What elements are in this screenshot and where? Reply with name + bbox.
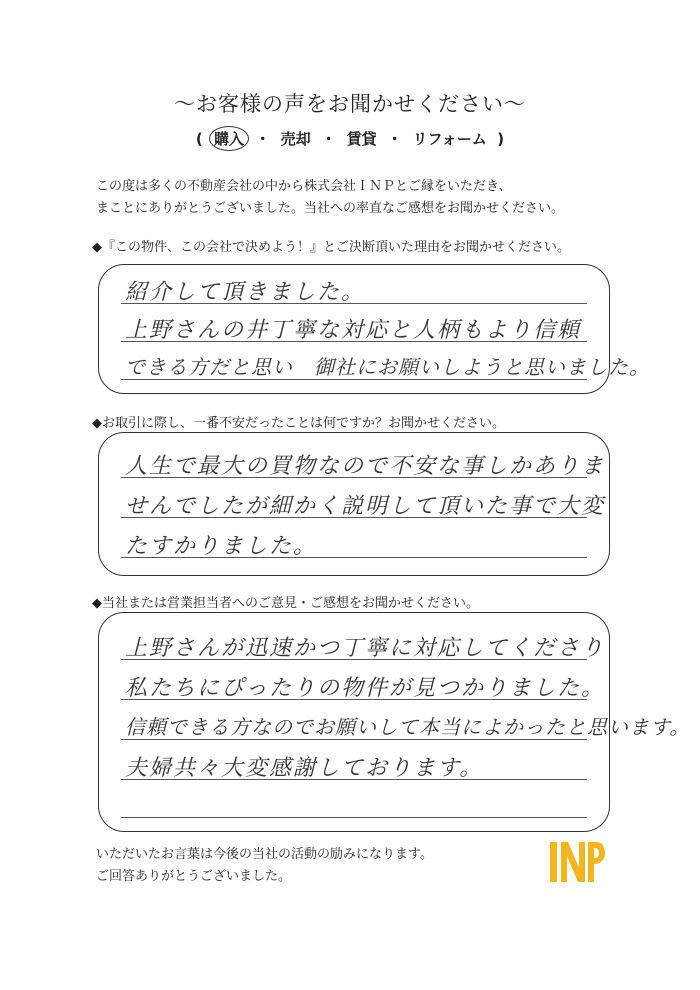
question-2-label: ◆お取引に際し、一番不安だったことは何ですか？お聞かせください。: [92, 416, 505, 431]
question-1-label: ◆『この物件、この会社で決めよう！』とご決断頂いた理由をお聞かせください。: [92, 240, 570, 255]
survey-title: ～お客様の声をお聞かせください～: [174, 92, 526, 116]
inp-logo-mark: [550, 842, 605, 882]
category-open-paren: (: [195, 130, 203, 148]
handwritten-answer-line: 人生で最大の買物なので不安な事しかありま: [125, 454, 606, 479]
closing-line: ご回答ありがとうございました。: [96, 869, 292, 884]
category-separator: ・: [255, 130, 271, 148]
handwritten-answer-line: できる方だと思い 御社にお願いしようと思いました。: [125, 355, 650, 379]
category-sale: 売却: [280, 130, 311, 148]
handwritten-answer-line: せんでしたが細かく説明して頂いた事で大変: [125, 494, 606, 519]
handwritten-answer-line: 信頼できる方なのでお願いして本当によかったと思います。: [125, 715, 691, 739]
ruled-line: [121, 817, 587, 818]
intro-text: [96, 176, 636, 220]
category-purchase-circled: 購入: [209, 126, 249, 151]
question-3-label: ◆当社または営業担当者へのご意見・ご感想をお聞かせください。: [92, 596, 479, 611]
closing-text: [96, 844, 516, 888]
answer-box-3: [98, 612, 691, 832]
category-row: [0, 126, 700, 151]
closing-line: いただいたお言葉は今後の当社の活動の励みになります。: [96, 847, 433, 862]
category-rental: 賃貸: [346, 130, 377, 148]
handwritten-answer-line: 上野さんの井丁寧な対応と人柄もより信頼: [125, 318, 582, 343]
category-reform: リフォーム: [412, 130, 487, 148]
category-close-paren: ): [497, 130, 505, 148]
category-separator: ・: [387, 130, 403, 148]
answer-box-2: [98, 432, 610, 576]
handwritten-answer-line: 上野さんが迅速かつ丁寧に対応してくださり: [125, 636, 606, 661]
handwritten-answer-line: たすかりました。: [125, 534, 318, 559]
intro-line: この度は多くの不動産会社の中から株式会社ＩＮＰとご縁をいただき、: [96, 179, 512, 194]
answer-box-1: [98, 264, 650, 394]
category-separator: ・: [321, 130, 337, 148]
inp-logo: [548, 838, 606, 886]
handwritten-answer-line: 私たちにぴったりの物件が見つかりました。: [125, 676, 606, 701]
handwritten-answer-line: 夫婦共々大変感謝しております。: [125, 756, 484, 781]
intro-line: まことにありがとうございました。当社への率直なご感想をお聞かせください。: [96, 201, 565, 216]
handwritten-answer-line: 紹介して頂きました。: [125, 280, 366, 305]
